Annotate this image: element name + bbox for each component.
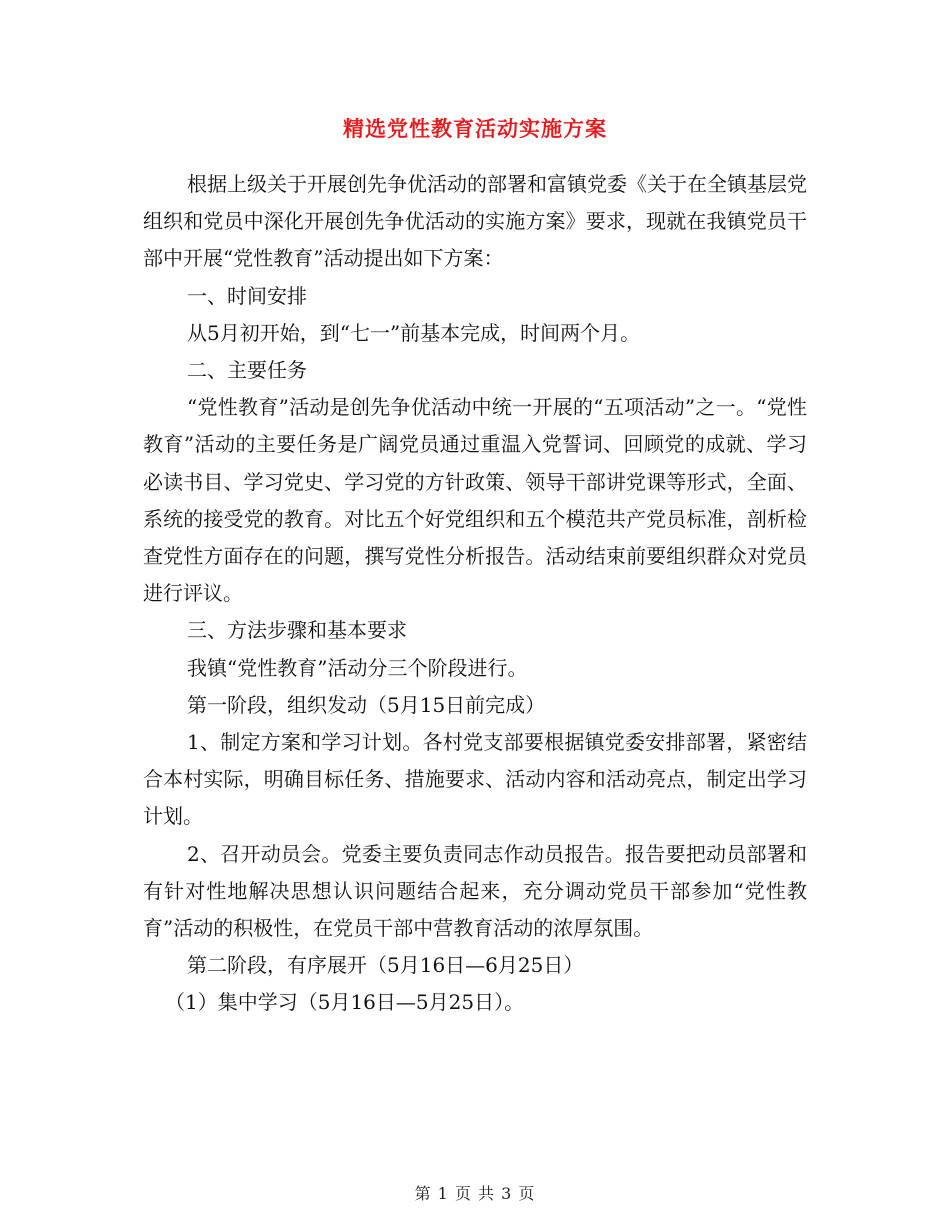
document-title: 精选党性教育活动实施方案 [343,116,607,141]
paragraph-study: （1）集中学习（5月16日—5月25日）。 [165,990,525,1015]
paragraph-time: 从5月初开始，到“七一”前基本完成，时间两个月。 [187,320,641,345]
document-body [143,166,807,1022]
page-footer: 第 1 页 共 3 页 [414,1184,536,1203]
stage-two-heading: 第二阶段，有序展开（5月16日—6月25日） [187,953,584,978]
paragraph-tasks: “党性教育”活动是创先争优活动中统一开展的“五项活动”之一。“党性教育”活动的主要任务是广阔党员通过重温入党誓词、回顾党的成就、学习必读书目、学习党史、学习党的方针政策、领导干部讲党课等形式，全面、系统的接受党的教育。对比五个好党组织和五个模范共产党员标准，剖析检查党性方面存在的问题，撰写党性分析报告。活动结束前要组织群众对党员进行评议。 [143,395,807,606]
paragraph-intro: 根据上级关于开展创先争优活动的部署和富镇党委《关于在全镇基层党组织和党员中深化开展创先争优活动的实施方案》要求，现就在我镇党员干部中开展“党性教育”活动提出如下方案： [143,172,807,271]
section-heading-time: 一、时间安排 [187,283,307,308]
paragraph-meeting: 2、召开动员会。党委主要负责同志作动员报告。报告要把动员部署和有针对性地解决思想认识问题结合起来，充分调动党员干部参加“党性教育”活动的积极性，在党员干部中营教育活动的浓厚氛围。 [143,841,807,941]
stage-one-heading: 第一阶段，组织发动（5月15日前完成） [187,692,546,717]
section-heading-tasks: 二、主要任务 [187,358,307,383]
paragraph-plan: 1、制定方案和学习计划。各村党支部要根据镇党委安排部署，紧密结合本村实际，明确目标任务、措施要求、活动内容和活动亮点，制定出学习计划。 [143,730,807,829]
section-heading-methods: 三、方法步骤和基本要求 [187,618,407,643]
paragraph-stages: 我镇“党性教育”活动分三个阶段进行。 [187,655,528,680]
